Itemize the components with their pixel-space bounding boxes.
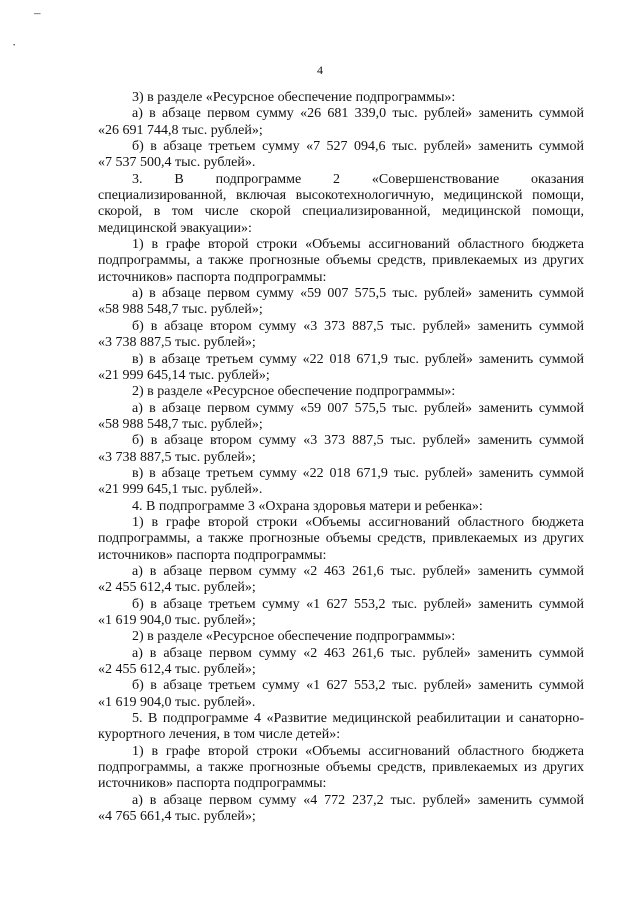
text-line: 5. В подпрограмме 4 «Развитие медицинской реабилитации и санаторно- (132, 711, 584, 727)
text-line: 2) в разделе «Ресурсное обеспечение подпрограммы»: (132, 629, 456, 645)
scan-mark-top: – (34, 5, 41, 20)
text-line: «26 691 744,8 тыс. рублей»; (98, 122, 263, 138)
text-line: 3. В подпрограмме 2 «Совершенствование оказания (132, 171, 584, 187)
text-line: а) в абзаце первом сумму «59 007 575,5 тыс. рублей» заменить суммой (132, 286, 584, 302)
text-line: 3) в разделе «Ресурсное обеспечение подпрограммы»: (132, 90, 456, 105)
text-line: а) в абзаце первом сумму «59 007 575,5 тыс. рублей» заменить суммой (132, 400, 584, 416)
text-line: в) в абзаце третьем сумму «22 018 671,9 тыс. рублей» заменить суммой (132, 465, 584, 481)
text-line: «21 999 645,14 тыс. рублей»; (98, 367, 270, 383)
text-line: б) в абзаце втором сумму «3 373 887,5 тыс. рублей» заменить суммой (132, 433, 584, 449)
text-line: «3 738 887,5 тыс. рублей»; (98, 449, 256, 465)
text-line: «21 999 645,1 тыс. рублей». (98, 482, 263, 498)
text-line: а) в абзаце первом сумму «26 681 339,0 тыс. рублей» заменить суммой (132, 106, 584, 122)
text-line: медицинской эвакуации»: (98, 220, 252, 236)
text-line: подпрограммы, а также прогнозные объемы средств, привлекаемых из других (98, 760, 584, 776)
text-line: курортного лечения, в том числе детей»: (98, 727, 341, 743)
text-line: «2 455 612,4 тыс. рублей»; (98, 580, 256, 596)
document-body (98, 90, 584, 825)
text-line: источников» паспорта подпрограммы: (98, 776, 327, 792)
text-line: «58 988 548,7 тыс. рублей»; (98, 416, 263, 432)
text-line: 4. В подпрограмме 3 «Охрана здоровья матери и ребенка»: (132, 498, 483, 514)
text-line: «4 765 661,4 тыс. рублей»; (98, 809, 256, 825)
text-line: «1 619 904,0 тыс. рублей»; (98, 613, 256, 628)
scan-mark-left: · (12, 37, 17, 52)
text-line: подпрограммы, а также прогнозные объемы средств, привлекаемых из других (98, 531, 584, 547)
text-line: 1) в графе второй строки «Объемы ассигнований областного бюджета (132, 237, 584, 253)
text-line: в) в абзаце третьем сумму «22 018 671,9 тыс. рублей» заменить суммой (132, 351, 584, 367)
text-line: «58 988 548,7 тыс. рублей»; (98, 302, 263, 318)
text-line: 1) в графе второй строки «Объемы ассигнований областного бюджета (132, 514, 584, 530)
text-line: а) в абзаце первом сумму «2 463 261,6 тыс. рублей» заменить суммой (132, 563, 584, 579)
text-line: а) в абзаце первом сумму «2 463 261,6 тыс. рублей» заменить суммой (132, 645, 584, 661)
text-line: «3 738 887,5 тыс. рублей»; (98, 335, 256, 351)
text-line: специализированной, включая высокотехнологичную, медицинской помощи, (98, 188, 584, 204)
text-line: «1 619 904,0 тыс. рублей». (98, 694, 256, 710)
text-line: «7 537 500,4 тыс. рублей». (98, 155, 256, 171)
text-line: «2 455 612,4 тыс. рублей»; (98, 662, 256, 678)
text-line: 1) в графе второй строки «Объемы ассигнований областного бюджета (132, 743, 584, 759)
text-line: б) в абзаце втором сумму «3 373 887,5 тыс. рублей» заменить суммой (132, 318, 584, 334)
text-line: 2) в разделе «Ресурсное обеспечение подпрограммы»: (132, 384, 456, 400)
text-line: а) в абзаце первом сумму «4 772 237,2 тыс. рублей» заменить суммой (132, 792, 584, 808)
text-line: скорой, в том числе скорой специализированной, медицинской помощи, (98, 204, 584, 220)
page-number: 4 (317, 63, 323, 77)
text-line: б) в абзаце третьем сумму «7 527 094,6 тыс. рублей» заменить суммой (132, 139, 584, 155)
text-line: источников» паспорта подпрограммы: (98, 269, 327, 285)
text-line: источников» паспорта подпрограммы: (98, 547, 327, 563)
text-line: подпрограммы, а также прогнозные объемы средств, привлекаемых из других (98, 253, 584, 269)
text-line: б) в абзаце третьем сумму «1 627 553,2 тыс. рублей» заменить суммой (132, 596, 584, 612)
text-line: б) в абзаце третьем сумму «1 627 553,2 тыс. рублей» заменить суммой (132, 678, 584, 694)
